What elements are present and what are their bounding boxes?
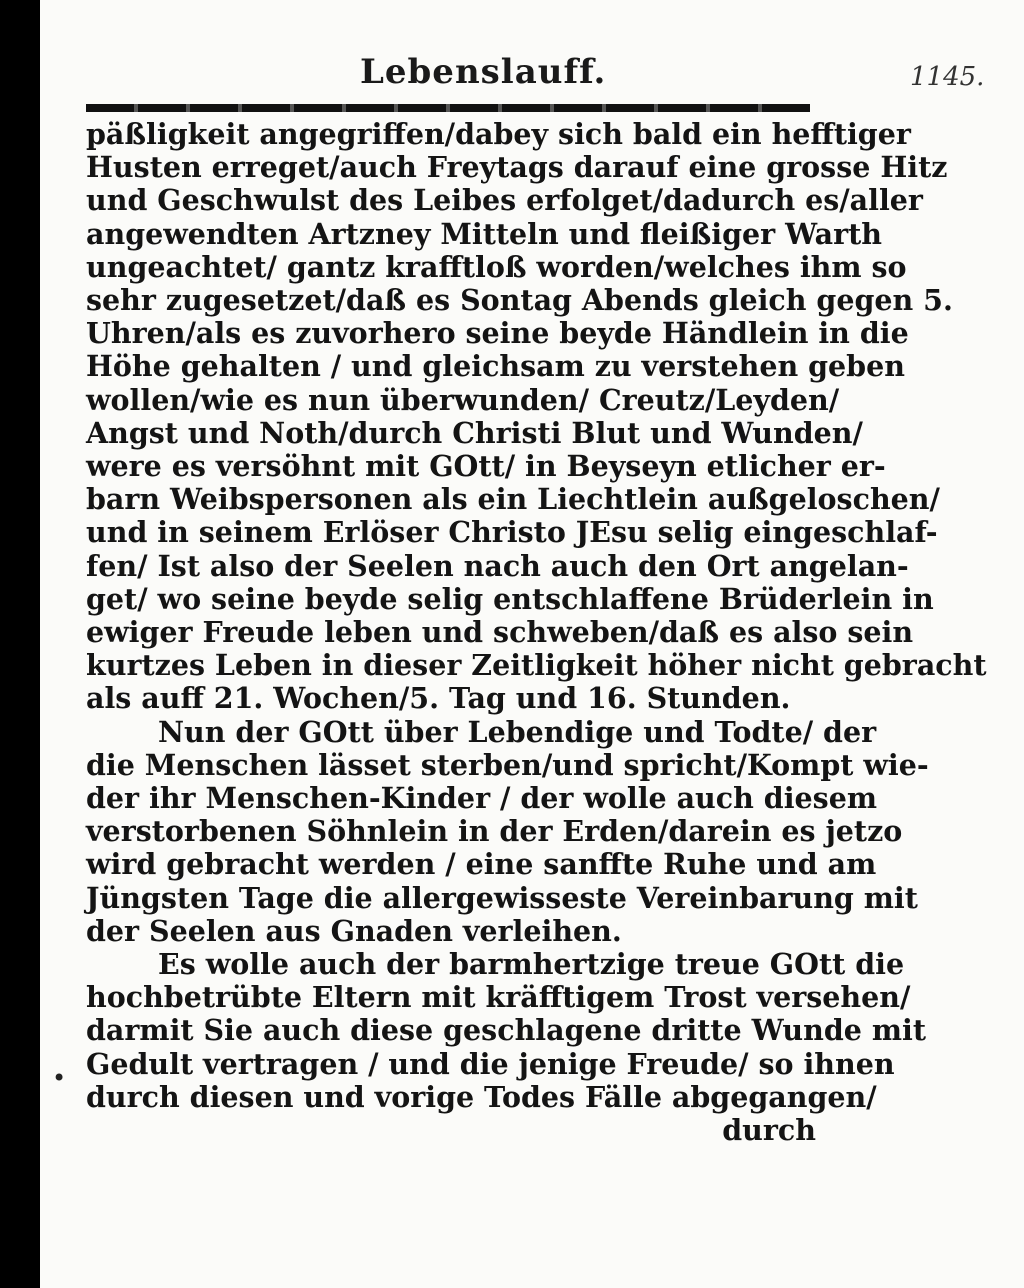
text-line: verstorbenen Söhnlein in der Erden/darein es jetzo — [86, 814, 903, 849]
text-line: Nun der GOtt über Lebendige und Todte/ der — [158, 714, 877, 749]
text-line: Gedult vertragen / und die jenige Freude/ so ihnen — [86, 1046, 895, 1081]
header-rule — [86, 104, 810, 112]
text-line: und Geschwulst des Leibes erfolget/dadurch es/aller — [86, 183, 923, 218]
text-line: Husten erreget/auch Freytags darauf eine grosse Hitz — [86, 150, 948, 185]
text-line: päßligkeit angegriffen/dabey sich bald ein hefftiger — [86, 117, 911, 151]
text-line: get/ wo seine beyde selig entschlaffene Brüderlein in — [86, 581, 934, 616]
text-line: der ihr Menschen-Kinder / der wolle auch diesem — [86, 781, 877, 816]
text-line: darmit Sie auch diese geschlagene dritte Wunde mit — [86, 1013, 926, 1048]
text-line: Angst und Noth/durch Christi Blut und Wunden/ — [86, 415, 863, 450]
text-line: als auff 21. Wochen/5. Tag und 16. Stunden. — [86, 681, 791, 716]
folio-number: 1145. — [910, 62, 985, 92]
text-line: kurtzes Leben in dieser Zeitligkeit höher nicht gebracht — [86, 648, 987, 683]
text-line: durch diesen und vorige Todes Fälle abgegangen/ — [86, 1079, 877, 1114]
text-line: Uhren/als es zuvorhero seine beyde Händlein in die — [86, 316, 909, 351]
text-line: Höhe gehalten / und gleichsam zu verstehen geben — [86, 349, 905, 384]
text-line: der Seelen aus Gnaden verleihen. — [86, 913, 622, 948]
text-line: Jüngsten Tage die allergewisseste Vereinbarung mit — [86, 880, 918, 915]
text-line: die Menschen lässet sterben/und spricht/Kompt wie- — [86, 747, 929, 782]
running-title: Lebenslauff. — [360, 52, 607, 92]
text-line: barn Weibspersonen als ein Liechtlein außgeloschen/ — [86, 482, 940, 517]
margin-mark: • — [52, 1064, 67, 1092]
text-line: wird gebracht werden / eine sanffte Ruhe und am — [86, 847, 877, 882]
text-line: und in seinem Erlöser Christo JEsu selig eingeschlaf- — [86, 515, 938, 550]
catchword: durch — [722, 1113, 816, 1148]
text-line: hochbetrübte Eltern mit kräfftigem Trost versehen/ — [86, 980, 911, 1015]
text-line: ewiger Freude leben und schweben/daß es also sein — [86, 615, 914, 650]
text-line: ungeachtet/ gantz krafftloß worden/welches ihm so — [86, 249, 907, 284]
text-line: were es versöhnt mit GOtt/ in Beyseyn etlicher er- — [86, 449, 886, 484]
text-line: angewendten Artzney Mitteln und fleißiger Warth — [86, 216, 882, 251]
body-text — [86, 117, 987, 1148]
text-line: fen/ Ist also der Seelen nach auch den Ort angelan- — [86, 548, 909, 583]
text-line: Es wolle auch der barmhertzige treue GOtt die — [158, 947, 905, 982]
text-line: wollen/wie es nun überwunden/ Creutz/Leyden/ — [86, 382, 840, 417]
text-line: sehr zugesetzet/daß es Sontag Abends gleich gegen 5. — [86, 283, 953, 318]
